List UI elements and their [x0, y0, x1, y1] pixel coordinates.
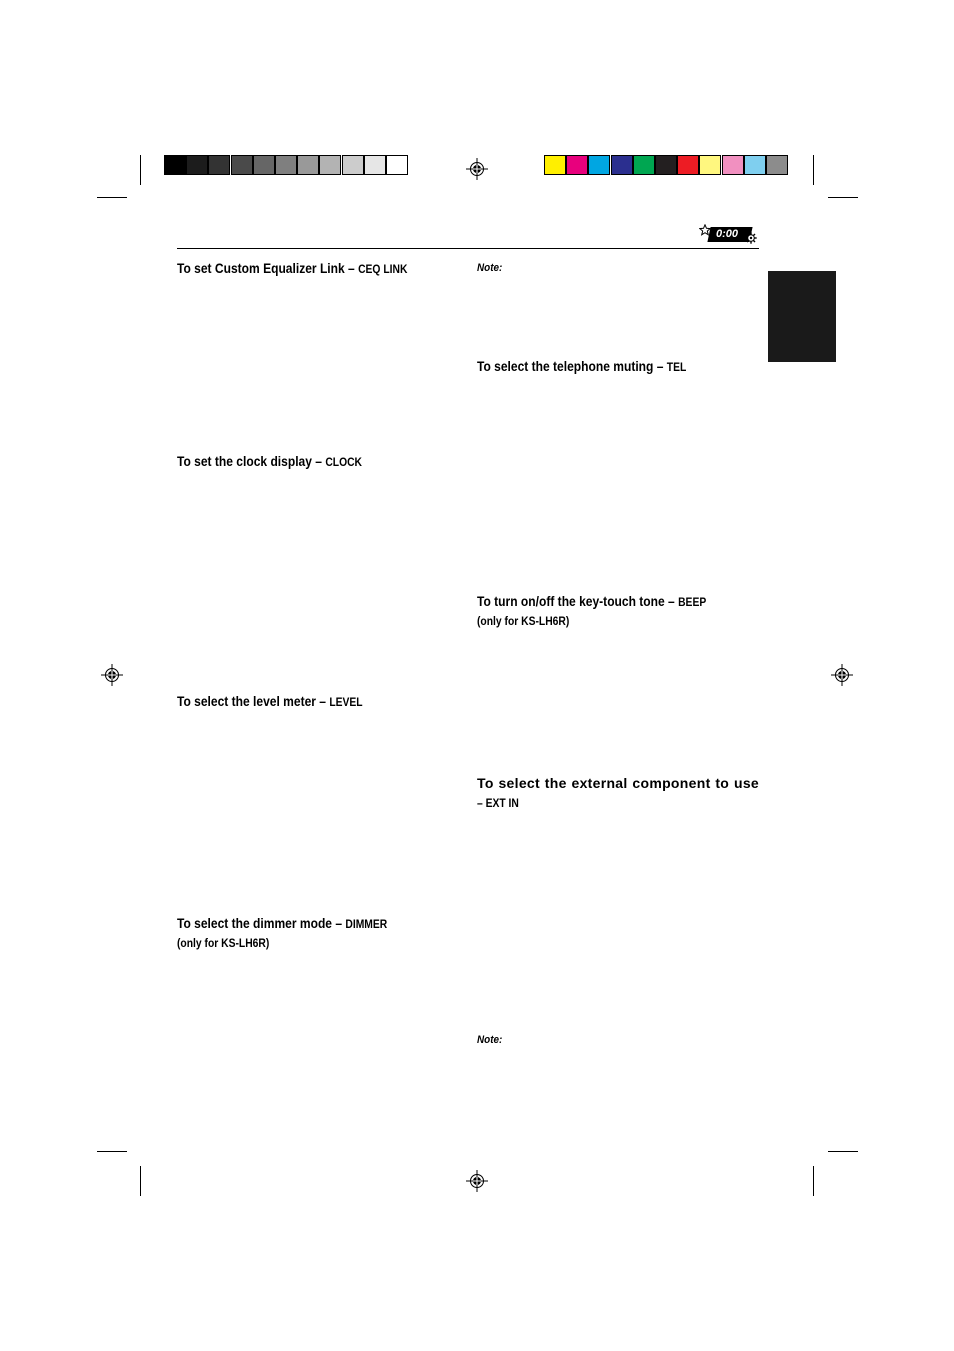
- gray-swatch: [386, 155, 408, 175]
- section-title: To select the external component to use: [477, 775, 759, 791]
- section-heading-clock: [177, 452, 362, 472]
- registration-mark-icon: [831, 664, 853, 686]
- crop-mark: [97, 197, 127, 198]
- section-heading-tel: [477, 357, 686, 377]
- section-title: To set Custom Equalizer Link –: [177, 260, 359, 276]
- color-swatch: [633, 155, 655, 175]
- color-swatch: [655, 155, 677, 175]
- note-label: Note:: [477, 1034, 503, 1046]
- section-heading-ext-in: [477, 774, 759, 793]
- section-subtitle: (only for KS-LH6R): [477, 614, 570, 628]
- header-rule: [177, 248, 759, 249]
- registration-mark-icon: [101, 664, 123, 686]
- gray-swatch: [231, 155, 253, 175]
- section-code: – EXT IN: [477, 796, 519, 810]
- color-swatch: [566, 155, 588, 175]
- gray-swatch: [364, 155, 386, 175]
- crop-mark: [813, 1166, 814, 1196]
- color-swatch: [744, 155, 766, 175]
- color-swatch: [766, 155, 788, 175]
- note-label: Note:: [477, 262, 503, 274]
- display-badge: [699, 224, 759, 244]
- registration-mark-icon: [466, 158, 488, 180]
- gray-swatch: [164, 155, 186, 175]
- section-code: BEEP: [678, 595, 707, 609]
- gray-swatch: [319, 155, 341, 175]
- crop-mark: [140, 1166, 141, 1196]
- crop-mark: [140, 155, 141, 185]
- section-heading-ceq-link: [177, 259, 407, 279]
- gear-icon: [745, 232, 757, 244]
- registration-mark-icon: [466, 1170, 488, 1192]
- color-swatch: [677, 155, 699, 175]
- section-title: To set the clock display –: [177, 453, 326, 469]
- gray-swatch: [208, 155, 230, 175]
- section-code: CLOCK: [325, 455, 363, 469]
- color-swatch: [699, 155, 721, 175]
- gray-swatch: [275, 155, 297, 175]
- gray-swatch: [342, 155, 364, 175]
- color-swatch: [588, 155, 610, 175]
- section-code: LEVEL: [329, 695, 363, 709]
- section-title: To select the level meter –: [177, 693, 330, 709]
- color-swatch: [722, 155, 744, 175]
- gray-swatch: [297, 155, 319, 175]
- section-title: To select the dimmer mode –: [177, 915, 346, 931]
- section-subtitle: (only for KS-LH6R): [177, 936, 270, 950]
- section-title: To select the telephone muting –: [477, 358, 667, 374]
- crop-mark: [828, 1151, 858, 1152]
- gray-swatch: [186, 155, 208, 175]
- section-code: DIMMER: [345, 917, 388, 931]
- section-heading-dimmer: [177, 914, 387, 934]
- display-time: 0:00: [716, 228, 739, 240]
- crop-mark: [828, 197, 858, 198]
- language-tab: [768, 271, 836, 362]
- crop-mark: [813, 155, 814, 185]
- section-title: To turn on/off the key-touch tone –: [477, 593, 679, 609]
- color-swatch: [611, 155, 633, 175]
- section-code: CEQ LINK: [358, 262, 408, 276]
- color-swatch: [544, 155, 566, 175]
- section-heading-beep: [477, 592, 706, 612]
- gray-swatch: [253, 155, 275, 175]
- section-code: TEL: [666, 360, 687, 374]
- section-heading-level: [177, 692, 363, 712]
- crop-mark: [97, 1151, 127, 1152]
